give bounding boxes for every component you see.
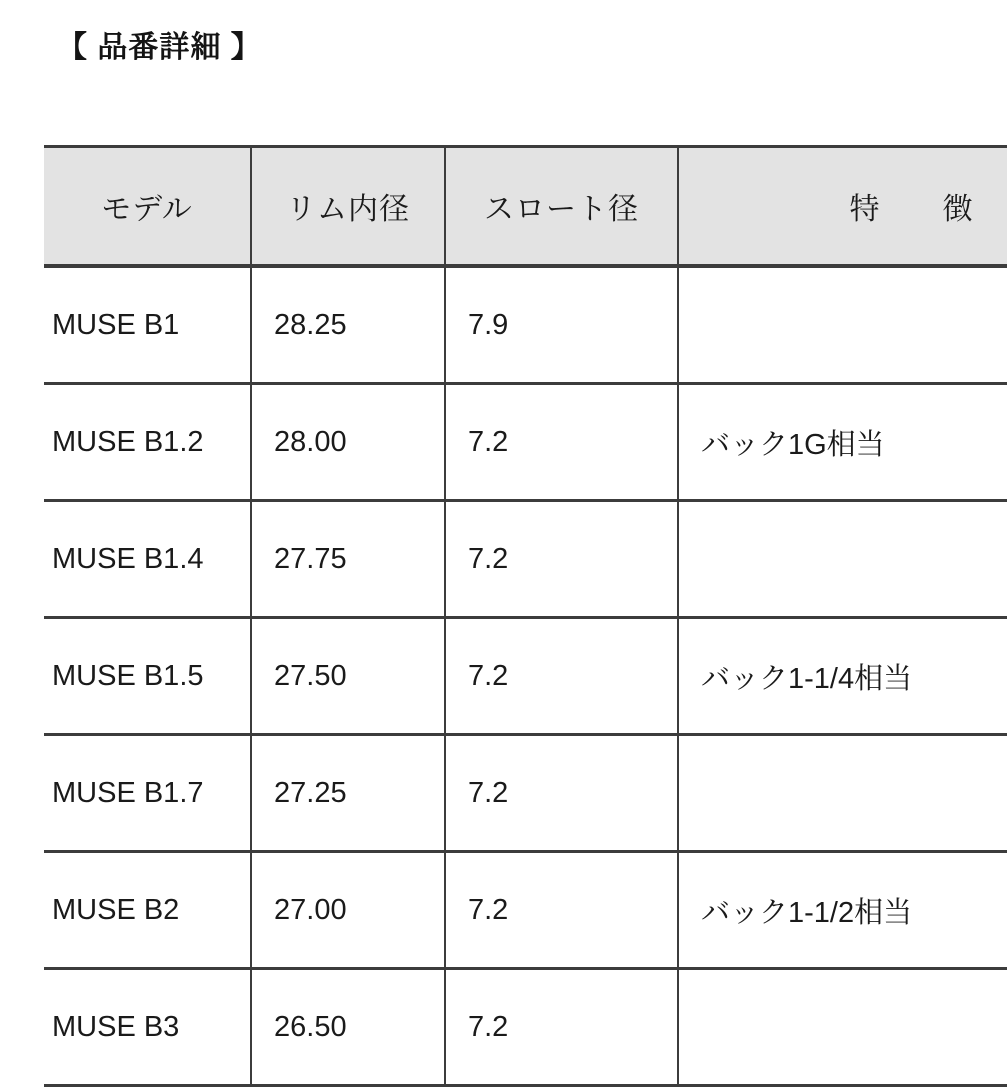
cell-feature (678, 735, 1007, 852)
table-body (44, 266, 1007, 1086)
cell-feature: バック1-1/4相当 (678, 618, 1007, 735)
model-text: MUSE B1 (52, 308, 180, 341)
cell-feature (678, 266, 1007, 384)
cell-model (44, 266, 251, 384)
cell-rim: 28.00 (251, 384, 445, 501)
cell-throat: 7.2 (445, 501, 678, 618)
cell-model (44, 618, 251, 735)
model-text: MUSE B3 (52, 1010, 180, 1043)
cell-throat: 7.2 (445, 852, 678, 969)
column-header-throat: スロート径 (445, 147, 678, 267)
table-row (44, 266, 1007, 384)
cell-feature (678, 501, 1007, 618)
cell-throat: 7.2 (445, 735, 678, 852)
model-text: MUSE B2 (52, 893, 180, 926)
cell-rim: 27.75 (251, 501, 445, 618)
model-text: MUSE B1.2 (52, 425, 204, 458)
cell-rim: 28.25 (251, 266, 445, 384)
cell-throat: 7.2 (445, 969, 678, 1086)
column-header-rim: リム内径 (251, 147, 445, 267)
model-text: MUSE B1.4 (52, 542, 204, 575)
cell-feature: バック1G相当 (678, 384, 1007, 501)
column-header-model: モデル (44, 147, 251, 267)
cell-rim: 26.50 (251, 969, 445, 1086)
cell-throat: 7.2 (445, 618, 678, 735)
cell-model (44, 384, 251, 501)
table-row (44, 735, 1007, 852)
table-row (44, 852, 1007, 969)
table-row (44, 501, 1007, 618)
model-text: MUSE B1.5 (52, 659, 204, 692)
cell-throat: 7.2 (445, 384, 678, 501)
cell-model (44, 852, 251, 969)
cell-rim: 27.50 (251, 618, 445, 735)
cell-rim: 27.25 (251, 735, 445, 852)
table-row (44, 969, 1007, 1086)
table-header-row (44, 147, 1007, 267)
cell-model (44, 501, 251, 618)
table-row (44, 618, 1007, 735)
cell-model (44, 735, 251, 852)
cell-model (44, 969, 251, 1086)
cell-throat: 7.9 (445, 266, 678, 384)
spec-table-container (44, 145, 1007, 1087)
model-text: MUSE B1.7 (52, 776, 204, 809)
table-row (44, 384, 1007, 501)
cell-rim: 27.00 (251, 852, 445, 969)
page-title: 【 品番詳細 】 (57, 31, 262, 64)
cell-feature: バック1-1/2相当 (678, 852, 1007, 969)
table-header (44, 147, 1007, 267)
column-header-feature: 特 徴 (678, 147, 1007, 267)
spec-table (44, 145, 1007, 1087)
cell-feature (678, 969, 1007, 1086)
